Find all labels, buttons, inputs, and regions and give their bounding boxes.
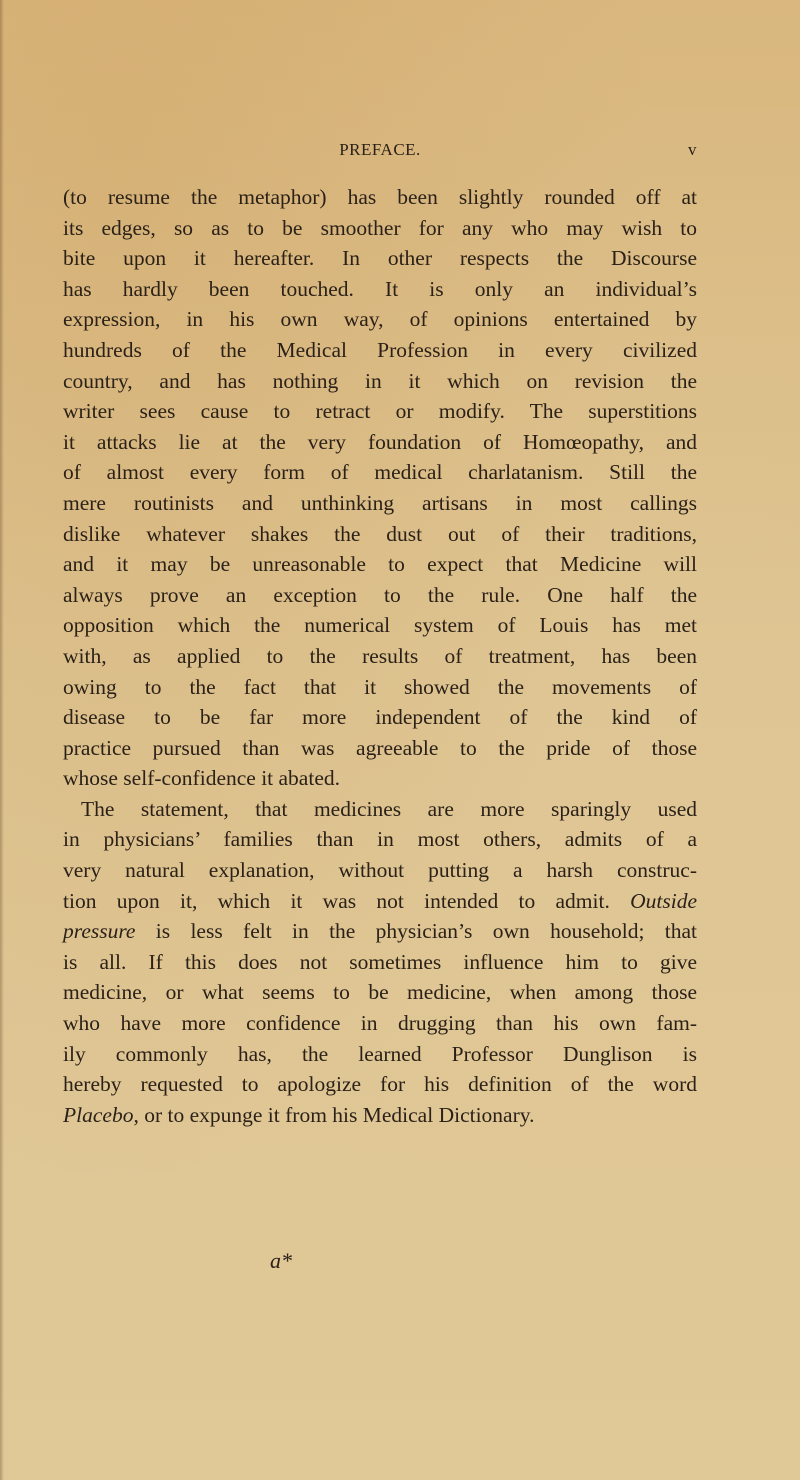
text-line: country, and has nothing in it which on revision the	[63, 368, 697, 393]
text-line: expression, in his own way, of opinions entertained by	[63, 307, 697, 332]
page-number: v	[688, 140, 697, 159]
text-line: with, as applied to the results of treatment, has been	[63, 643, 697, 668]
italic-text: Placebo	[63, 1102, 134, 1127]
text-line: always prove an exception to the rule. One half the	[63, 582, 697, 607]
text-line: and it may be unreasonable to expect that Medicine will	[63, 552, 697, 577]
text-line: opposition which the numerical system of Louis has met	[63, 613, 697, 638]
text-line: very natural explanation, without putting a harsh construc-	[63, 858, 697, 883]
text-line	[63, 886, 697, 917]
page-edge-shadow	[0, 0, 4, 1480]
italic-text: pressure	[63, 919, 136, 944]
running-head	[63, 140, 697, 164]
text-run: tion upon it, which it was not intended to admit.	[63, 888, 631, 913]
text-line: hereby requested to apologize for his definition of the word	[63, 1072, 697, 1097]
text-line: dislike whatever shakes the dust out of their traditions,	[63, 521, 697, 546]
paragraph-end-line	[63, 1100, 697, 1131]
text-run: , or to expunge it from his Medical Dictionary.	[133, 1102, 535, 1127]
text-line: writer sees cause to retract or modify. The superstitions	[63, 399, 697, 424]
text-line: has hardly been touched. It is only an individual’s	[63, 276, 697, 301]
paragraph-start-line: The statement, that medicines are more sparingly used	[81, 796, 697, 821]
text-line: its edges, so as to be smoother for any who may wish to	[63, 215, 697, 240]
text-line: of almost every form of medical charlatanism. Still the	[63, 460, 697, 485]
signature-mark: a*	[270, 1248, 292, 1273]
text-line: it attacks lie at the very foundation of Homœopathy, and	[63, 429, 697, 454]
text-line: medicine, or what seems to be medicine, when among those	[63, 980, 697, 1005]
text-line: in physicians’ families than in most others, admits of a	[63, 827, 697, 852]
text-line: practice pursued than was agreeable to the pride of those	[63, 735, 697, 760]
text-line: disease to be far more independent of the kind of	[63, 705, 697, 730]
text-line: owing to the fact that it showed the movements of	[63, 674, 697, 699]
italic-text: Outside	[630, 888, 697, 913]
preface-body	[63, 182, 697, 1130]
running-title: PREFACE.	[339, 140, 421, 159]
text-line: bite upon it hereafter. In other respects the Discourse	[63, 246, 697, 271]
text-line: mere routinists and unthinking artisans in most callings	[63, 490, 697, 515]
text-line	[63, 916, 697, 947]
text-line: (to resume the metaphor) has been slightly rounded off at	[63, 185, 697, 209]
text-line: hundreds of the Medical Profession in every civilized	[63, 337, 697, 362]
text-line: is all. If this does not sometimes influence him to give	[63, 949, 697, 974]
text-line: ily commonly has, the learned Professor Dunglison is	[63, 1041, 697, 1066]
text-line: who have more confidence in drugging than his own fam-	[63, 1011, 697, 1036]
paragraph-end-line: whose self-confidence it abated.	[63, 766, 340, 791]
text-run: is less felt in the physician’s own household; that	[135, 919, 697, 944]
